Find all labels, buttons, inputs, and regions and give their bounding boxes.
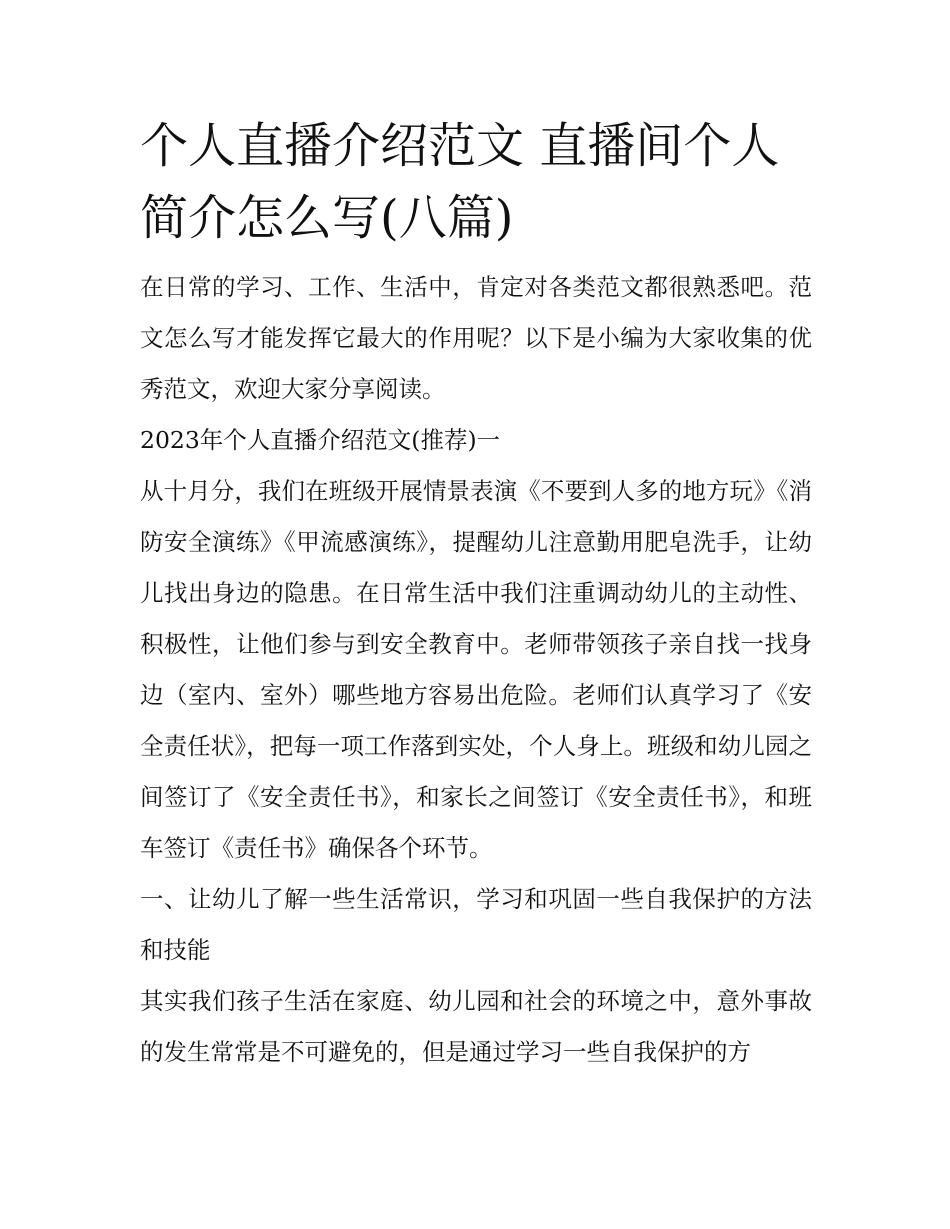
subsection-heading: 一、让幼儿了解一些生活常识，学习和巩固一些自我保护的方法和技能 <box>140 885 812 964</box>
body-paragraph: 其实我们孩子生活在家庭、幼儿园和社会的环境之中，意外事故的发生常常是不可避免的，但是通过学习一些自我保护的方 <box>140 987 812 1066</box>
document-page <box>140 110 812 1078</box>
body-paragraph: 从十月分，我们在班级开展情景表演《不要到人多的地方玩》《消防安全演练》《甲流感演练》，提醒幼儿注意勤用肥皂洗手，让幼儿找出身边的隐患。在日常生活中我们注重调动幼儿的主动性、积极性，让他们参与到安全教育中。老师带领孩子亲自找一找身边（室内、室外）哪些地方容易出危险。老师们认真学习了《安全责任状》，把每一项工作落到实处，个人身上。班级和幼儿园之间签订了《安全责任书》，和家长之间签订《安全责任书》，和班车签订《责任书》确保各个环节。 <box>140 477 812 862</box>
intro-paragraph: 在日常的学习、工作、生活中，肯定对各类范文都很熟悉吧。范文怎么写才能发挥它最大的作用呢？以下是小编为大家收集的优秀范文，欢迎大家分享阅读。 <box>140 273 812 403</box>
document-title: 个人直播介绍范文 直播间个人简介怎么写(八篇) <box>140 118 780 246</box>
section-heading: 2023年个人直播介绍范文(推荐)一 <box>140 426 501 454</box>
